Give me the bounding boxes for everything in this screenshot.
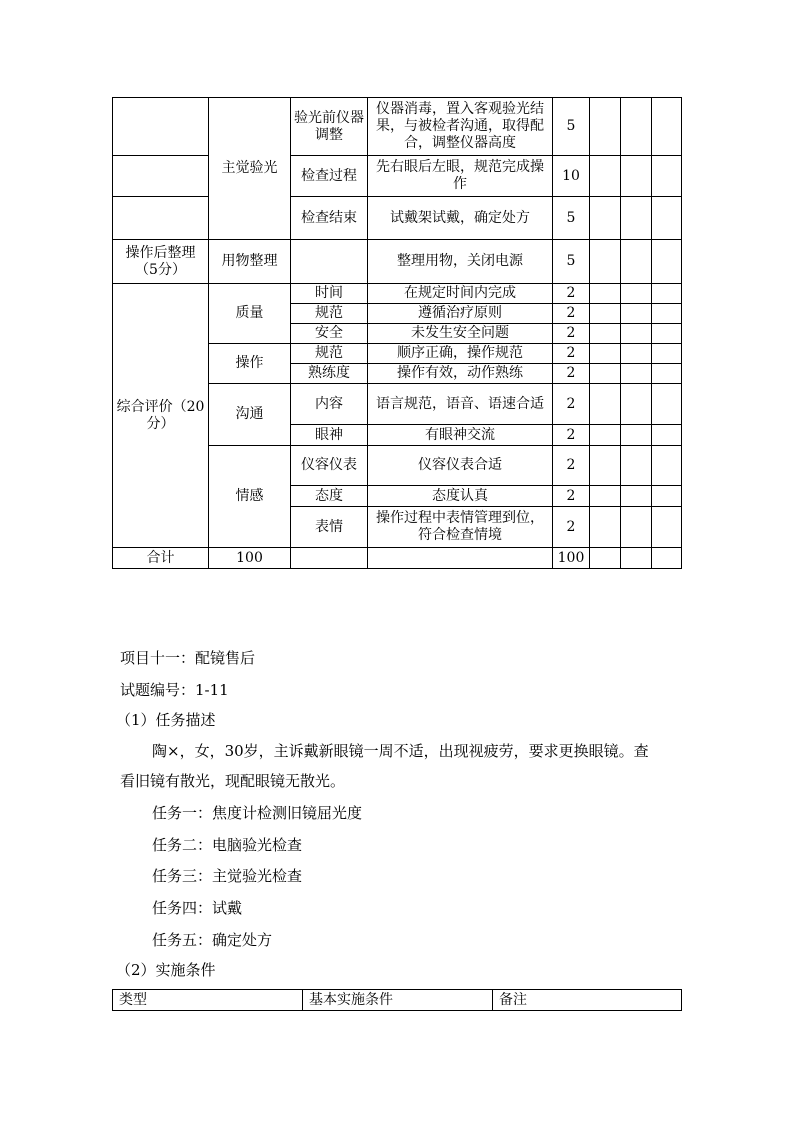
- cell-blank: [590, 384, 621, 425]
- cell-blank: [621, 507, 652, 548]
- task-item: 任务五：确定处方: [152, 931, 273, 949]
- cell-blank: [621, 98, 652, 156]
- cell-blank: [652, 324, 682, 344]
- cell-blank: [621, 446, 652, 486]
- cell-item: 操作: [209, 344, 291, 384]
- task-heading: （1）任务描述: [116, 711, 216, 729]
- cell-blank: [652, 548, 682, 569]
- cell-score: 2: [553, 384, 590, 425]
- cell-requirement: 态度认真: [368, 486, 553, 507]
- cell-requirement: 语言规范，语音、语速合适: [368, 384, 553, 425]
- cell-item: 主觉验光: [209, 98, 291, 240]
- cell-score: 2: [553, 364, 590, 384]
- cell-step: 检查过程: [291, 156, 368, 197]
- cell-blank: [652, 284, 682, 304]
- cell-blank: [621, 304, 652, 324]
- cell-blank: [652, 425, 682, 446]
- cell-blank: [590, 324, 621, 344]
- cell-blank: [590, 197, 621, 240]
- cell-blank: [652, 507, 682, 548]
- task-item: 任务三：主觉验光检查: [152, 867, 303, 885]
- cell-blank: [652, 98, 682, 156]
- cell-blank: [652, 304, 682, 324]
- cell-score: 2: [553, 425, 590, 446]
- description-line: 看旧镜有散光，现配眼镜无散光。: [120, 772, 346, 790]
- cell-category: [113, 98, 209, 156]
- cell-step: 表情: [291, 507, 368, 548]
- cell-blank: [590, 284, 621, 304]
- cell-blank: [368, 548, 553, 569]
- cell-blank: [590, 486, 621, 507]
- cell-blank: [621, 284, 652, 304]
- cell-requirement: 整理用物，关闭电源: [368, 240, 553, 284]
- header-notes: 备注: [493, 990, 682, 1011]
- conditions-table: [112, 989, 682, 1011]
- cell-requirement: 操作过程中表情管理到位，符合检查情境: [368, 507, 553, 548]
- header-conditions: 基本实施条件: [303, 990, 493, 1011]
- cell-requirement: 仪容仪表合适: [368, 446, 553, 486]
- cell-blank: [590, 507, 621, 548]
- cell-blank: [590, 98, 621, 156]
- cell-item: 情感: [209, 446, 291, 548]
- cell-requirement: 遵循治疗原则: [368, 304, 553, 324]
- cell-requirement: 顺序正确，操作规范: [368, 344, 553, 364]
- cell-blank: [621, 548, 652, 569]
- scoring-table: [112, 97, 682, 569]
- cell-blank: [652, 240, 682, 284]
- cell-item: 用物整理: [209, 240, 291, 284]
- header-type: 类型: [113, 990, 303, 1011]
- cell-score: 2: [553, 324, 590, 344]
- cell-blank: [621, 425, 652, 446]
- cell-score: 2: [553, 507, 590, 548]
- question-number: 试题编号：1-11: [120, 681, 229, 699]
- cell-blank: [652, 364, 682, 384]
- cell-requirement: 操作有效，动作熟练: [368, 364, 553, 384]
- cell-score: 2: [553, 446, 590, 486]
- cell-step: 仪容仪表: [291, 446, 368, 486]
- cell-score: 5: [553, 240, 590, 284]
- cell-step: 规范: [291, 344, 368, 364]
- cell-blank: [590, 156, 621, 197]
- cell-step: 规范: [291, 304, 368, 324]
- cell-item: 质量: [209, 284, 291, 344]
- cell-blank: [652, 384, 682, 425]
- cell-blank: [590, 344, 621, 364]
- cell-category: [113, 156, 209, 197]
- cell-blank: [291, 548, 368, 569]
- cell-blank: [590, 548, 621, 569]
- cell-total-value: 100: [209, 548, 291, 569]
- cell-requirement: 仪器消毒，置入客观验光结果，与被检者沟通，取得配合，调整仪器高度: [368, 98, 553, 156]
- cell-blank: [652, 446, 682, 486]
- task-item: 任务二：电脑验光检查: [152, 836, 303, 854]
- cell-blank: [590, 425, 621, 446]
- cell-item: 沟通: [209, 384, 291, 446]
- cell-category: 综合评价（20分）: [113, 284, 209, 548]
- cell-blank: [621, 364, 652, 384]
- cell-step: 内容: [291, 384, 368, 425]
- cell-score: 5: [553, 98, 590, 156]
- cell-blank: [621, 156, 652, 197]
- cell-step: 态度: [291, 486, 368, 507]
- cell-step: [291, 240, 368, 284]
- cell-blank: [621, 324, 652, 344]
- cell-step: 时间: [291, 284, 368, 304]
- conditions-heading: （2）实施条件: [116, 961, 216, 979]
- cell-requirement: 有眼神交流: [368, 425, 553, 446]
- cell-step: 眼神: [291, 425, 368, 446]
- cell-score: 2: [553, 304, 590, 324]
- cell-blank: [590, 304, 621, 324]
- cell-blank: [590, 446, 621, 486]
- section-title: 项目十一：配镜售后: [120, 649, 256, 667]
- cell-blank: [652, 344, 682, 364]
- task-item: 任务一：焦度计检测旧镜屈光度: [152, 804, 363, 822]
- task-item: 任务四：试戴: [152, 899, 243, 917]
- cell-score: 10: [553, 156, 590, 197]
- cell-category: [113, 197, 209, 240]
- cell-score: 2: [553, 344, 590, 364]
- cell-step: 熟练度: [291, 364, 368, 384]
- cell-score: 5: [553, 197, 590, 240]
- cell-step: 检查结束: [291, 197, 368, 240]
- cell-blank: [590, 364, 621, 384]
- cell-requirement: 未发生安全问题: [368, 324, 553, 344]
- cell-score: 2: [553, 284, 590, 304]
- cell-blank: [621, 240, 652, 284]
- cell-blank: [621, 384, 652, 425]
- cell-requirement: 先右眼后左眼，规范完成操作: [368, 156, 553, 197]
- description-line: 陶×，女，30岁，主诉戴新眼镜一周不适，出现视疲劳，要求更换眼镜。查: [152, 742, 649, 760]
- cell-total-label: 合计: [113, 548, 209, 569]
- cell-requirement: 试戴架试戴，确定处方: [368, 197, 553, 240]
- cell-blank: [590, 240, 621, 284]
- cell-category: 操作后整理（5分）: [113, 240, 209, 284]
- cell-blank: [652, 486, 682, 507]
- cell-score: 2: [553, 486, 590, 507]
- cell-step: 验光前仪器调整: [291, 98, 368, 156]
- cell-blank: [652, 156, 682, 197]
- cell-blank: [652, 197, 682, 240]
- cell-step: 安全: [291, 324, 368, 344]
- cell-total-score: 100: [553, 548, 590, 569]
- cell-requirement: 在规定时间内完成: [368, 284, 553, 304]
- cell-blank: [621, 197, 652, 240]
- cell-blank: [621, 344, 652, 364]
- cell-blank: [621, 486, 652, 507]
